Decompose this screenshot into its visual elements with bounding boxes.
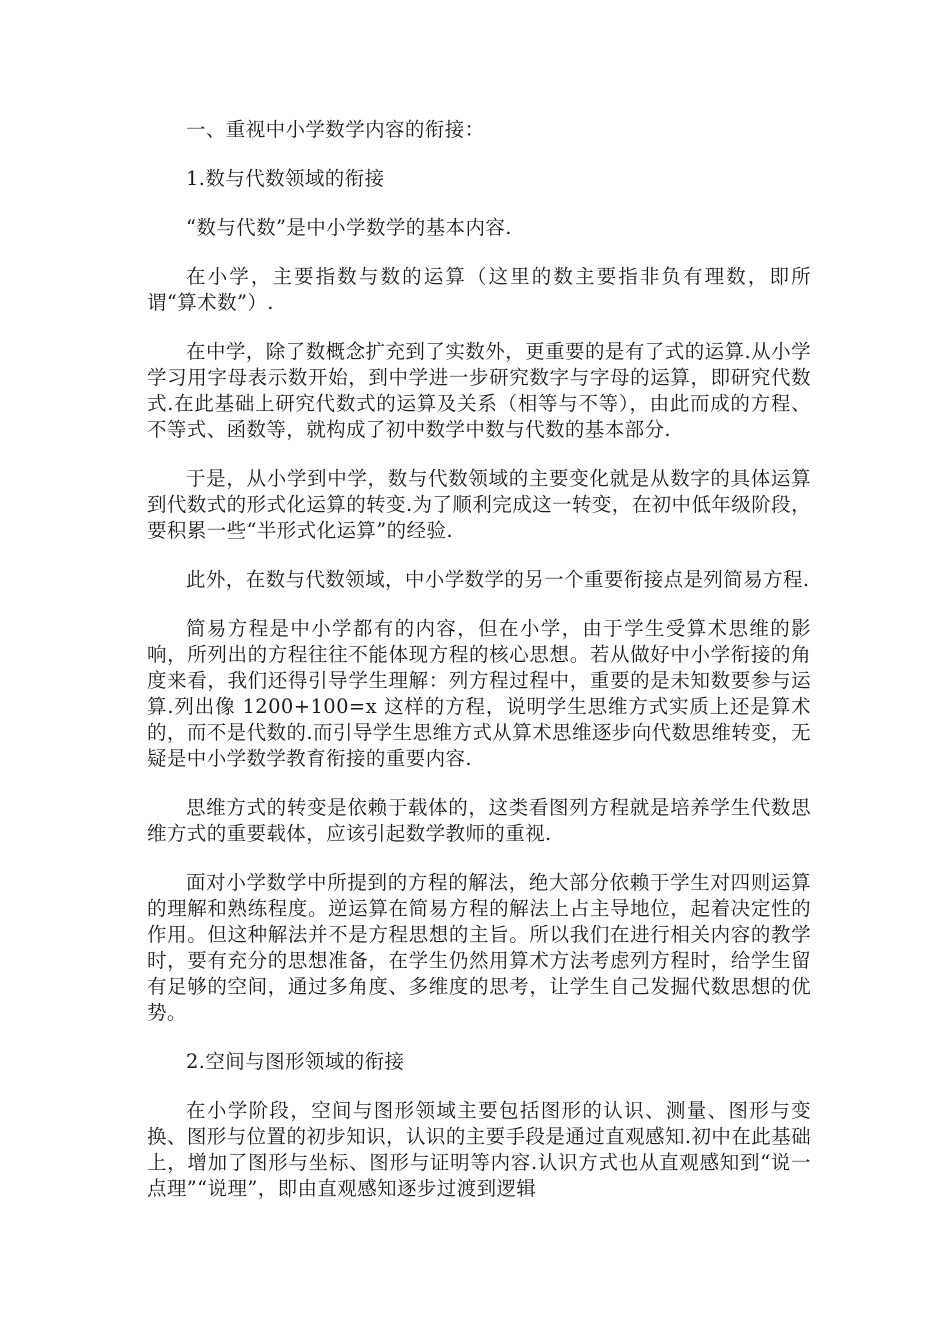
paragraph: 此外，在数与代数领域，中小学数学的另一个重要衔接点是列简易方程. [186, 568, 810, 591]
paragraph: 在小学阶段，空间与图形领域主要包括图形的认识、测量、图形与变换、图形与位置的初步知识，认识的主要手段是通过直观感知.初中在此基础上，增加了图形与坐标、图形与证明等内容.认识方式也从直观感知到“说一点理”“说理”，即由直观感知逐步过渡到逻辑 [147, 1099, 811, 1200]
paragraph: 简易方程是中小学都有的内容，但在小学，由于学生受算术思维的影响，所列出的方程往往不能体现方程的核心思想。若从做好中小学衔接的角度来看，我们还得引导学生理解：列方程过程中，重要的是未知数要参与运算.列出像 1200+100=x 这样的方程，说明学生思维方式实质上还是算术的，而不是代数的.而引导学生思维方式从算术思维逐步向代数思维转变，无疑是中小学数学教育衔接的重要内容. [147, 617, 811, 770]
subsection-title-number-algebra: 1.数与代数领域的衔接 [186, 167, 385, 190]
paragraph: 于是，从小学到中学，数与代数领域的主要变化就是从数字的具体运算到代数式的形式化运算的转变.为了顺利完成这一转变，在初中低年级阶段，要积累一些“半形式化运算”的经验. [147, 467, 811, 542]
section-title: 一、重视中小学数学内容的衔接： [186, 118, 485, 141]
document-body [147, 117, 811, 1225]
subsection-title-space-geometry: 2.空间与图形领域的衔接 [186, 1050, 405, 1073]
paragraph: 面对小学数学中所提到的方程的解法，绝大部分依赖于学生对四则运算的理解和熟练程度。逆运算在简易方程的解法上占主导地位，起着决定性的作用。但这种解法并不是方程思想的主旨。所以我们在进行相关内容的教学时，要有充分的思想准备，在学生仍然用算术方法考虑列方程时，给学生留有足够的空间，通过多角度、多维度的思考，让学生自己发掘代数思想的优势。 [147, 871, 811, 1024]
paragraph: 在中学，除了数概念扩充到了实数外，更重要的是有了式的运算.从小学学习用字母表示数开始，到中学进一步研究数字与字母的运算，即研究代数式.在此基础上研究代数式的运算及关系（相等与不等），由此而成的方程、不等式、函数等，就构成了初中数学中数与代数的基本部分. [147, 340, 811, 441]
paragraph: 在小学，主要指数与数的运算（这里的数主要指非负有理数，即所谓“算术数”）. [147, 265, 811, 314]
paragraph: “数与代数”是中小学数学的基本内容. [186, 216, 512, 239]
paragraph: 思维方式的转变是依赖于载体的，这类看图列方程就是培养学生代数思维方式的重要载体，应该引起数学教师的重视. [147, 796, 811, 845]
